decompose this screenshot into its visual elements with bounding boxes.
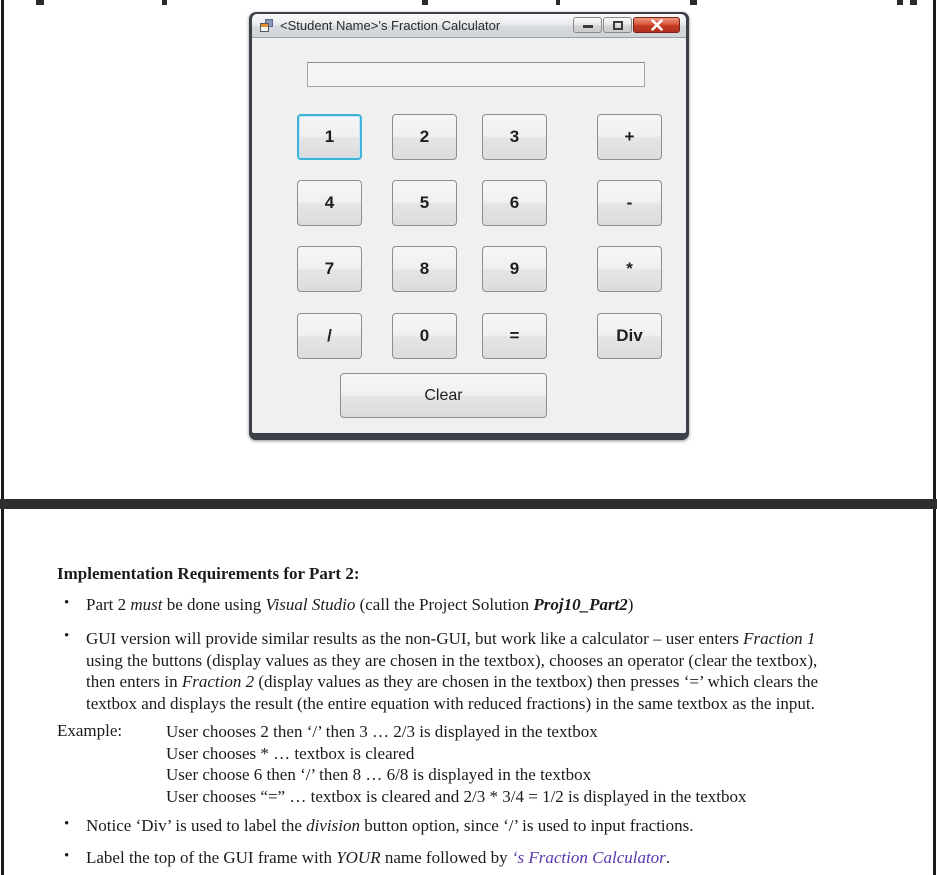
button-5[interactable]: 5 (392, 180, 457, 226)
section-heading: Implementation Requirements for Part 2: (57, 564, 360, 583)
bullet-item (0, 595, 937, 617)
bullet-paragraph (86, 628, 818, 714)
example-line: User choose 6 then ‘/’ then 8 … 6/8 is displayed in the textbox (166, 765, 592, 785)
paragraph-line: textbox and displays the result (the entire equation with reduced fractions) in the same textbox as the input. (86, 693, 815, 713)
example-line: User chooses * … textbox is cleared (166, 743, 415, 763)
button-equals[interactable]: = (482, 313, 547, 359)
bullet-text: Label the top of the GUI frame with YOUR name followed by ‘s Fraction Calculator. (86, 848, 671, 867)
button-4[interactable]: 4 (297, 180, 362, 226)
example-line: User chooses 2 then ‘/’ then 3 … 2/3 is displayed in the textbox (166, 722, 598, 741)
bullet-text: Part 2 must be done using Visual Studio (call the Project Solution Proj10_Part2) (86, 595, 634, 614)
example-lines (166, 721, 747, 807)
button-div[interactable]: Div (597, 313, 662, 359)
paragraph-line: then enters in Fraction 2 (display values as they are chosen in the textbox) then presses ‘=’ which clears the (86, 672, 819, 692)
bullet-icon: • (64, 595, 70, 611)
button-slash[interactable]: / (297, 313, 362, 359)
bullet-icon: • (64, 628, 70, 644)
bullet-item (0, 816, 937, 838)
bullet-text: Notice ‘Div’ is used to label the division button option, since ‘/’ is used to input fractions. (86, 816, 694, 835)
button-plus[interactable]: + (597, 114, 662, 160)
paragraph-line: GUI version will provide similar results as the non-GUI, but work like a calculator – user enters Fraction 1 (86, 629, 816, 648)
button-1[interactable]: 1 (297, 114, 362, 160)
bullet-item (0, 848, 937, 870)
button-9[interactable]: 9 (482, 246, 547, 292)
button-6[interactable]: 6 (482, 180, 547, 226)
example-line: User chooses “=” … textbox is cleared and 2/3 * 3/4 = 1/2 is displayed in the textbox (166, 786, 747, 806)
button-3[interactable]: 3 (482, 114, 547, 160)
bullet-icon: • (64, 816, 70, 832)
button-8[interactable]: 8 (392, 246, 457, 292)
paragraph-line: using the buttons (display values as they are chosen in the textbox), chooses an operator (clear the textbox), (86, 650, 818, 670)
button-7[interactable]: 7 (297, 246, 362, 292)
window-title: <Student Name>’s Fraction Calculator (280, 18, 501, 33)
button-0[interactable]: 0 (392, 313, 457, 359)
button-multiply[interactable]: * (597, 246, 662, 292)
button-minus[interactable]: - (597, 180, 662, 226)
bullet-icon: • (64, 848, 70, 864)
button-clear[interactable]: Clear (340, 373, 547, 418)
example-label: Example: (57, 721, 123, 740)
button-2[interactable]: 2 (392, 114, 457, 160)
